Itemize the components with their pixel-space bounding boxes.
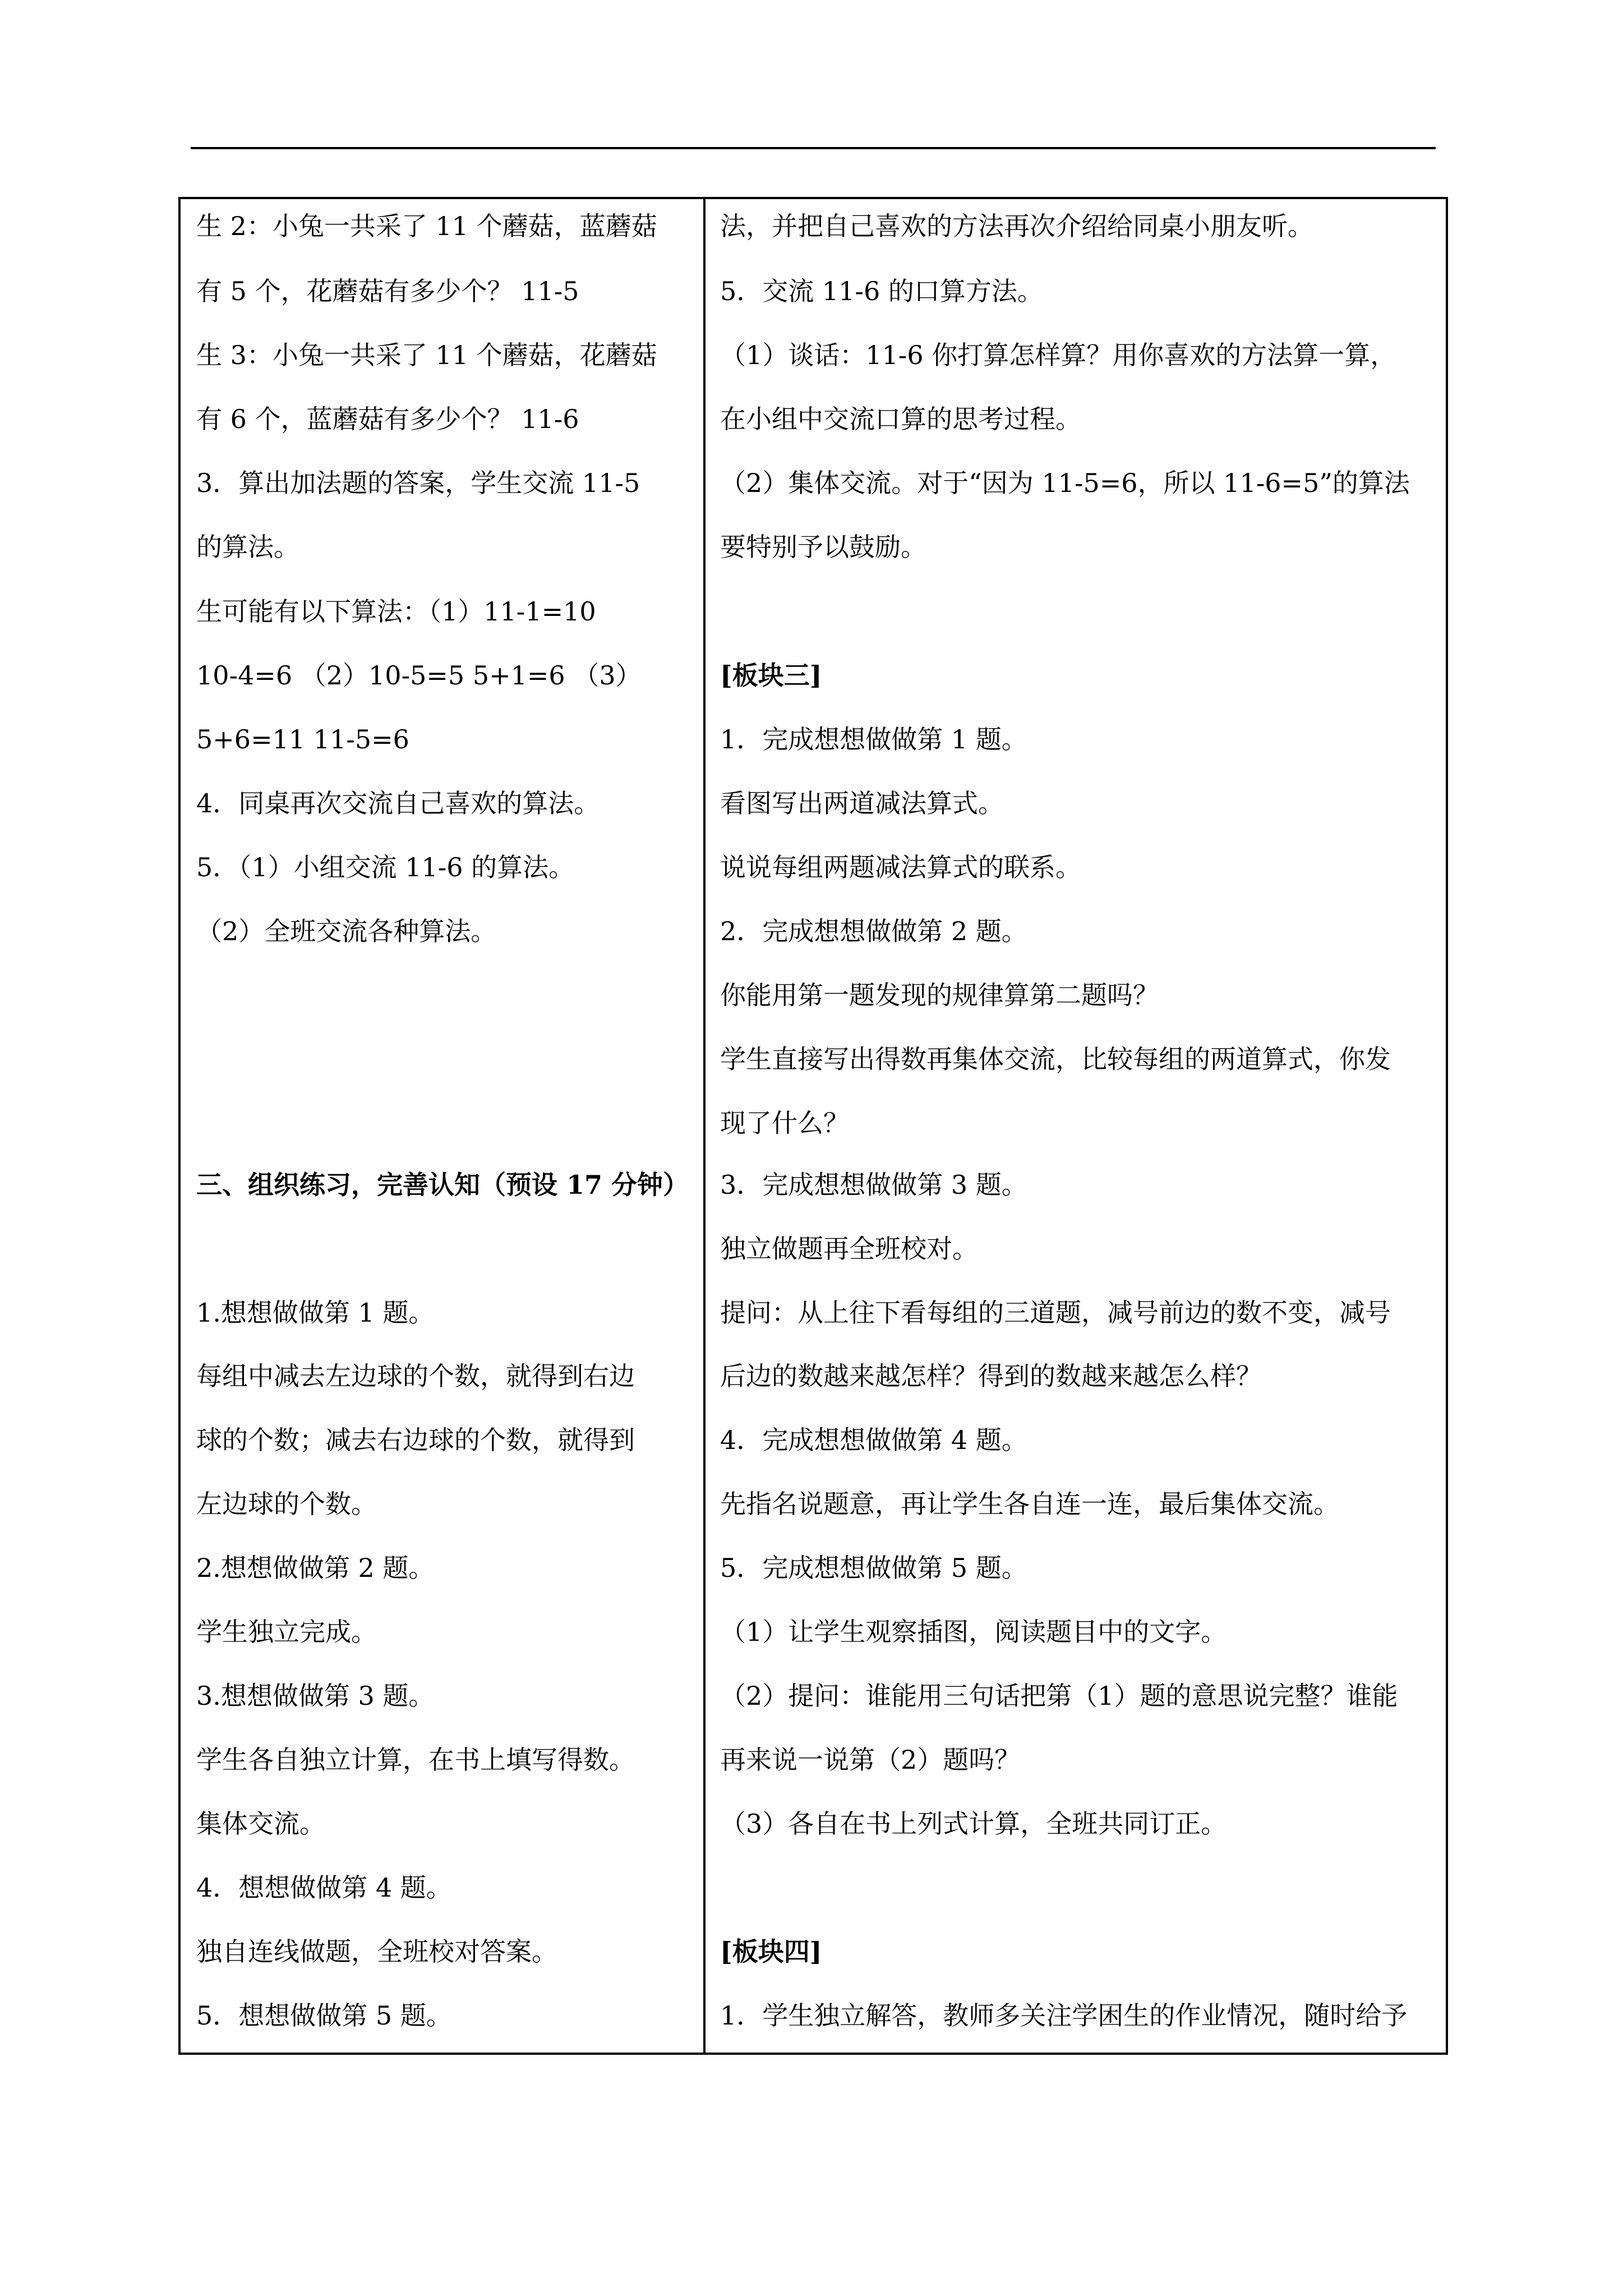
right-line: 5．交流 11-6 的口算方法。 <box>720 276 1043 306</box>
left-line: 独自连线做题，全班校对答案。 <box>196 1936 557 1967</box>
left-line: 3．算出加法题的答案，学生交流 11-5 <box>196 468 640 498</box>
right-line: 看图写出两道减法算式。 <box>720 788 1004 818</box>
left-line: 2.想想做做第 2 题。 <box>196 1553 435 1583</box>
right-line: （3）各自在书上列式计算，全班共同订正。 <box>720 1809 1227 1839</box>
header-rule <box>191 147 1436 149</box>
left-line: 有 5 个，花蘑菇有多少个？ 11-5 <box>196 276 579 306</box>
block-heading: [板块三] <box>720 660 822 691</box>
left-line: 的算法。 <box>196 532 299 562</box>
section-heading: 三、组织练习，完善认知（预设 17 分钟） <box>196 1170 689 1200</box>
right-line: 在小组中交流口算的思考过程。 <box>720 404 1081 434</box>
left-line: （2）全班交流各种算法。 <box>196 916 497 946</box>
right-line: 3．完成想想做做第 3 题。 <box>720 1170 1027 1200</box>
left-line: 4．同桌再次交流自己喜欢的算法。 <box>196 788 600 818</box>
left-line: 每组中减去左边球的个数，就得到右边 <box>196 1361 635 1391</box>
column-divider <box>703 199 706 2053</box>
left-line: 5．想想做做第 5 题。 <box>196 2000 452 2031</box>
left-line: 5+6=11 11-5=6 <box>196 724 409 754</box>
block-heading: [板块四] <box>720 1936 822 1967</box>
right-line: 再来说一说第（2）题吗？ <box>720 1745 1021 1775</box>
left-line: 学生独立完成。 <box>196 1617 377 1647</box>
right-line: （1）谈话：11-6 你打算怎样算？用你喜欢的方法算一算， <box>720 340 1396 370</box>
right-line: 要特别予以鼓励。 <box>720 532 926 562</box>
right-line: 说说每组两题减法算式的联系。 <box>720 852 1081 882</box>
left-line: 有 6 个，蓝蘑菇有多少个？ 11-6 <box>196 404 579 434</box>
right-line: 提问：从上往下看每组的三道题，减号前边的数不变，减号 <box>720 1297 1391 1328</box>
left-line: 生 3：小兔一共采了 11 个蘑菇，花蘑菇 <box>196 340 657 370</box>
right-line: （2）集体交流。对于“因为 11-5=6，所以 11-6=5”的算法 <box>720 468 1410 498</box>
right-line: （2）提问：谁能用三句话把第（1）题的意思说完整？谁能 <box>720 1681 1398 1711</box>
left-line: 3.想想做做第 3 题。 <box>196 1681 435 1711</box>
left-line: 球的个数；减去右边球的个数，就得到 <box>196 1425 635 1455</box>
left-line: 10-4=6 （2）10-5=5 5+1=6 （3） <box>196 660 642 691</box>
right-line: （1）让学生观察插图，阅读题目中的文字。 <box>720 1617 1227 1647</box>
left-line: 生可能有以下算法：（1）11-1=10 <box>196 596 596 627</box>
left-line: 4．想想做做第 4 题。 <box>196 1872 452 1903</box>
left-line: 学生各自独立计算，在书上填写得数。 <box>196 1745 635 1775</box>
right-line: 5．完成想想做做第 5 题。 <box>720 1553 1027 1583</box>
right-line: 1．学生独立解答，教师多关注学困生的作业情况，随时给予 <box>720 2000 1408 2031</box>
left-line: 左边球的个数。 <box>196 1489 377 1519</box>
right-line: 4．完成想想做做第 4 题。 <box>720 1425 1027 1455</box>
left-line: 1.想想做做第 1 题。 <box>196 1297 435 1328</box>
right-line: 2．完成想想做做第 2 题。 <box>720 916 1027 946</box>
lesson-plan-table <box>178 197 1448 2055</box>
left-line: 生 2：小兔一共采了 11 个蘑菇，蓝蘑菇 <box>196 211 657 241</box>
right-line: 学生直接写出得数再集体交流，比较每组的两道算式，你发 <box>720 1044 1391 1074</box>
right-line: 法，并把自己喜欢的方法再次介绍给同桌小朋友听。 <box>720 211 1313 241</box>
left-line: 5．（1）小组交流 11-6 的算法。 <box>196 852 575 882</box>
left-line: 集体交流。 <box>196 1809 325 1839</box>
right-line: 后边的数越来越怎样？得到的数越来越怎么样？ <box>720 1361 1262 1391</box>
right-line: 1．完成想想做做第 1 题。 <box>720 724 1027 754</box>
right-line: 你能用第一题发现的规律算第二题吗？ <box>720 980 1159 1010</box>
right-line: 先指名说题意，再让学生各自连一连，最后集体交流。 <box>720 1489 1339 1519</box>
right-line: 现了什么？ <box>720 1108 849 1138</box>
right-line: 独立做题再全班校对。 <box>720 1234 978 1264</box>
